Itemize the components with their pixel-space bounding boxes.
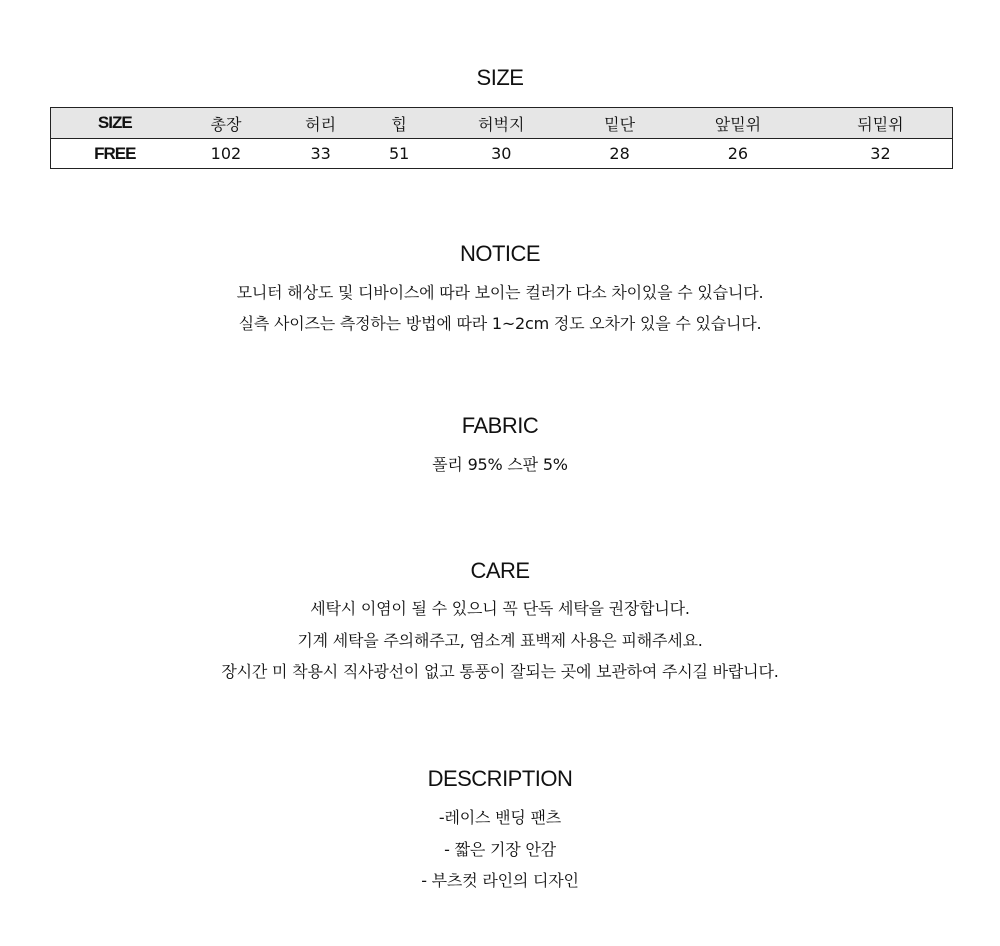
size-col-header: SIZE xyxy=(97,113,132,132)
care-line: 장시간 미 착용시 직사광선이 없고 통풍이 잘되는 곳에 보관하여 주시길 바랍니다. xyxy=(221,662,779,681)
fabric-line: 폴리 95% 스판 5% xyxy=(432,455,568,474)
care-line: 기계 세탁을 주의해주고, 염소계 표백제 사용은 피해주세요. xyxy=(297,631,703,650)
size-col-header: 허리 xyxy=(305,114,337,134)
description-line: - 짧은 기장 안감 xyxy=(444,840,556,859)
size-col-header: 총장 xyxy=(210,114,242,134)
size-cell: 33 xyxy=(310,144,331,163)
size-cell: 102 xyxy=(210,144,242,163)
notice-line: 모니터 해상도 및 디바이스에 따라 보이는 컬러가 다소 차이있을 수 있습니다. xyxy=(236,283,764,302)
size-cell: 30 xyxy=(491,144,512,163)
size-table-header-row xyxy=(51,108,953,139)
description-line: - 부츠컷 라인의 디자인 xyxy=(421,871,579,890)
size-cell: FREE xyxy=(94,143,136,163)
fabric-title: FABRIC xyxy=(461,413,539,438)
description-line: -레이스 밴딩 팬츠 xyxy=(438,808,562,827)
size-table xyxy=(50,107,953,169)
description-title: DESCRIPTION xyxy=(427,766,573,791)
size-cell: 28 xyxy=(609,144,630,163)
size-col-header: 허벅지 xyxy=(478,114,525,134)
size-cell: 32 xyxy=(870,144,891,163)
notice-line: 실측 사이즈는 측정하는 방법에 따라 1~2cm 정도 오차가 있을 수 있습니다. xyxy=(238,314,762,333)
size-cell: 26 xyxy=(727,144,749,163)
care-title: CARE xyxy=(470,558,530,583)
care-line: 세탁시 이염이 될 수 있으니 꼭 단독 세탁을 권장합니다. xyxy=(310,599,690,618)
table-row xyxy=(51,139,953,169)
size-col-header: 뒤밑위 xyxy=(857,114,904,134)
size-cell: 51 xyxy=(388,144,410,163)
size-col-header: 힙 xyxy=(391,114,407,134)
size-title: SIZE xyxy=(476,65,524,90)
size-col-header: 앞밑위 xyxy=(714,114,762,134)
size-col-header: 밑단 xyxy=(604,114,636,134)
notice-title: NOTICE xyxy=(459,241,541,266)
